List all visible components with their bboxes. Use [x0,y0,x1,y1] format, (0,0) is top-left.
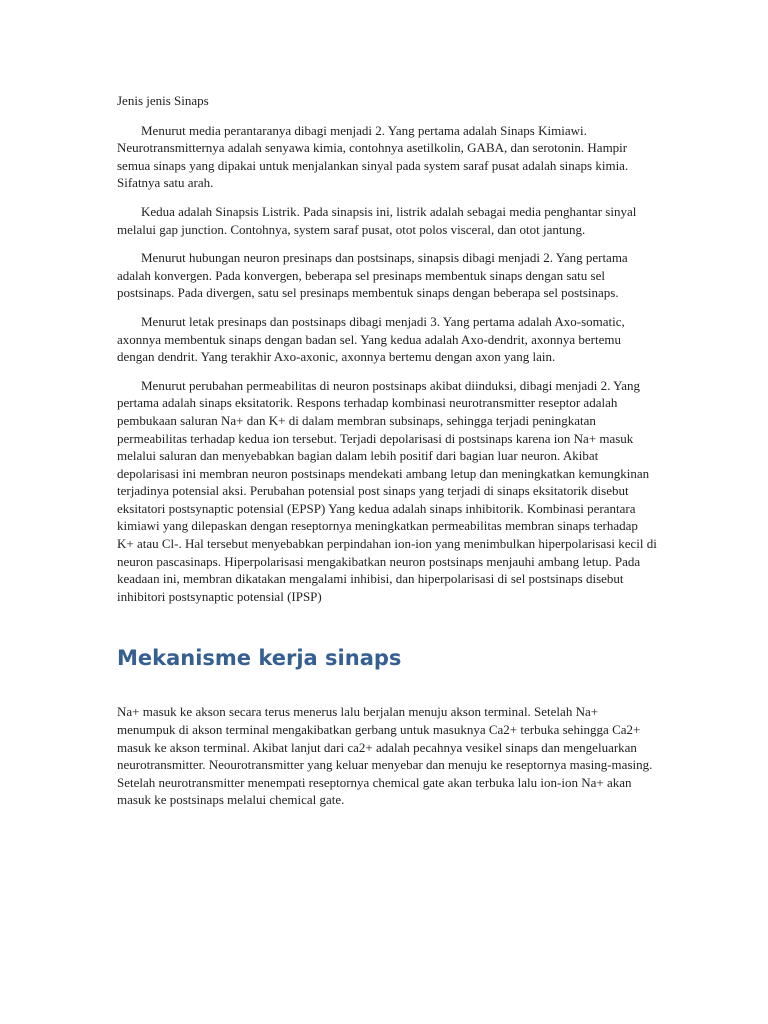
paragraph-sinaps-kimiawi: Menurut media perantaranya dibagi menjadi 2. Yang pertama adalah Sinaps Kimiawi. Neurotransmitternya adalah senyawa kimia, contohnya asetilkolin, GABA, dan serotonin. Hampir semua sinaps yang dipakai untuk menjalankan sinyal pada system saraf pusat adalah sinaps kimia. Sifatnya satu arah. [117,122,629,191]
section-heading: Mekanisme kerja sinaps [117,646,402,671]
paragraph-sinapsis-listrik: Kedua adalah Sinapsis Listrik. Pada sinapsis ini, listrik adalah sebagai media penghantar sinyal melalui gap junction. Contohnya, system saraf pusat, otot polos visceral, dan otot jantung. [117,203,637,237]
paragraph-konvergen-divergen: Menurut hubungan neuron presinaps dan postsinaps, sinapsis dibagi menjadi 2. Yang pertama adalah konvergen. Pada konvergen, beberapa sel presinaps membentuk sinaps dengan satu sel postsinaps. Pada divergen, satu sel presinaps membentuk sinaps dengan beberapa sel postsinaps. [117,250,628,301]
paragraph-permeabilitas: Menurut perubahan permeabilitas di neuron postsinaps akibat diinduksi, dibagi menjadi 2. Yang pertama adalah sinaps eksitatorik. Respons terhadap kombinasi neurotransmitter reseptor adalah pembukaan saluran Na+ dan K+ di dalam membran subsinaps, sehingga terjadi peningkatan permeabilitas terhadap kedua ion tersebut. Terjadi depolarisasi di postsinaps karena ion Na+ masuk melalui saluran dan menyebabkan bagian dalam lebih positif dari bagian luar neuron. Akibat depolarisasi ini membran neuron postsinaps mendekati ambang letup dan meningkatkan kemungkinan terjadinya potensial aksi. Perubahan potensial post sinaps yang terjadi di sinaps eksitatorik disebut eksitatori postsynaptic potensial (EPSP) Yang kedua adalah sinaps inhibitorik. Kombinasi perantara kimiawi yang dilepaskan dengan reseptornya meningkatkan permeabilitas membran sinaps terhadap K+ atau Cl-. Hal tersebut menyebabkan perpindahan ion-ion yang menimbulkan hiperpolarisasi kecil di neuron pascasinaps. Hiperpolarisasi mengakibatkan neuron postsinaps menjauhi ambang letup. Pada keadaan ini, membran dikatakan mengalami inhibisi, dan hiperpolarisasi di sel postsinaps disebut inhibitori postsynaptic potensial (IPSP) [117,377,657,604]
paragraph-letak-sinaps: Menurut letak presinaps dan postsinaps dibagi menjadi 3. Yang pertama adalah Axo-somatic, axonnya membentuk sinaps dengan badan sel. Yang kedua adalah Axo-dendrit, axonnya bertemu dengan dendrit. Yang terakhir Axo-axonic, axonnya bertemu dengan axon yang lain. [117,313,625,365]
paragraph-mekanisme: Na+ masuk ke akson secara terus menerus lalu berjalan menuju akson terminal. Setelah Na+ menumpuk di akson terminal mengakibatkan gerbang untuk masuknya Ca2+ terbuka sehingga Ca2+ masuk ke akson terminal. Akibat lanjut dari ca2+ adalah pecahnya vesikel sinaps dan mengeluarkan neurotransmitter. Neourotransmitter yang keluar menyebar dan menuju ke reseptornya masing-masing. Setelah neurotransmitter menempati reseptornya chemical gate akan terbuka lalu ion-ion Na+ akan masuk ke postsinaps melalui chemical gate. [117,704,653,808]
document-title: Jenis jenis Sinaps [117,93,209,108]
document-page [117,92,657,820]
